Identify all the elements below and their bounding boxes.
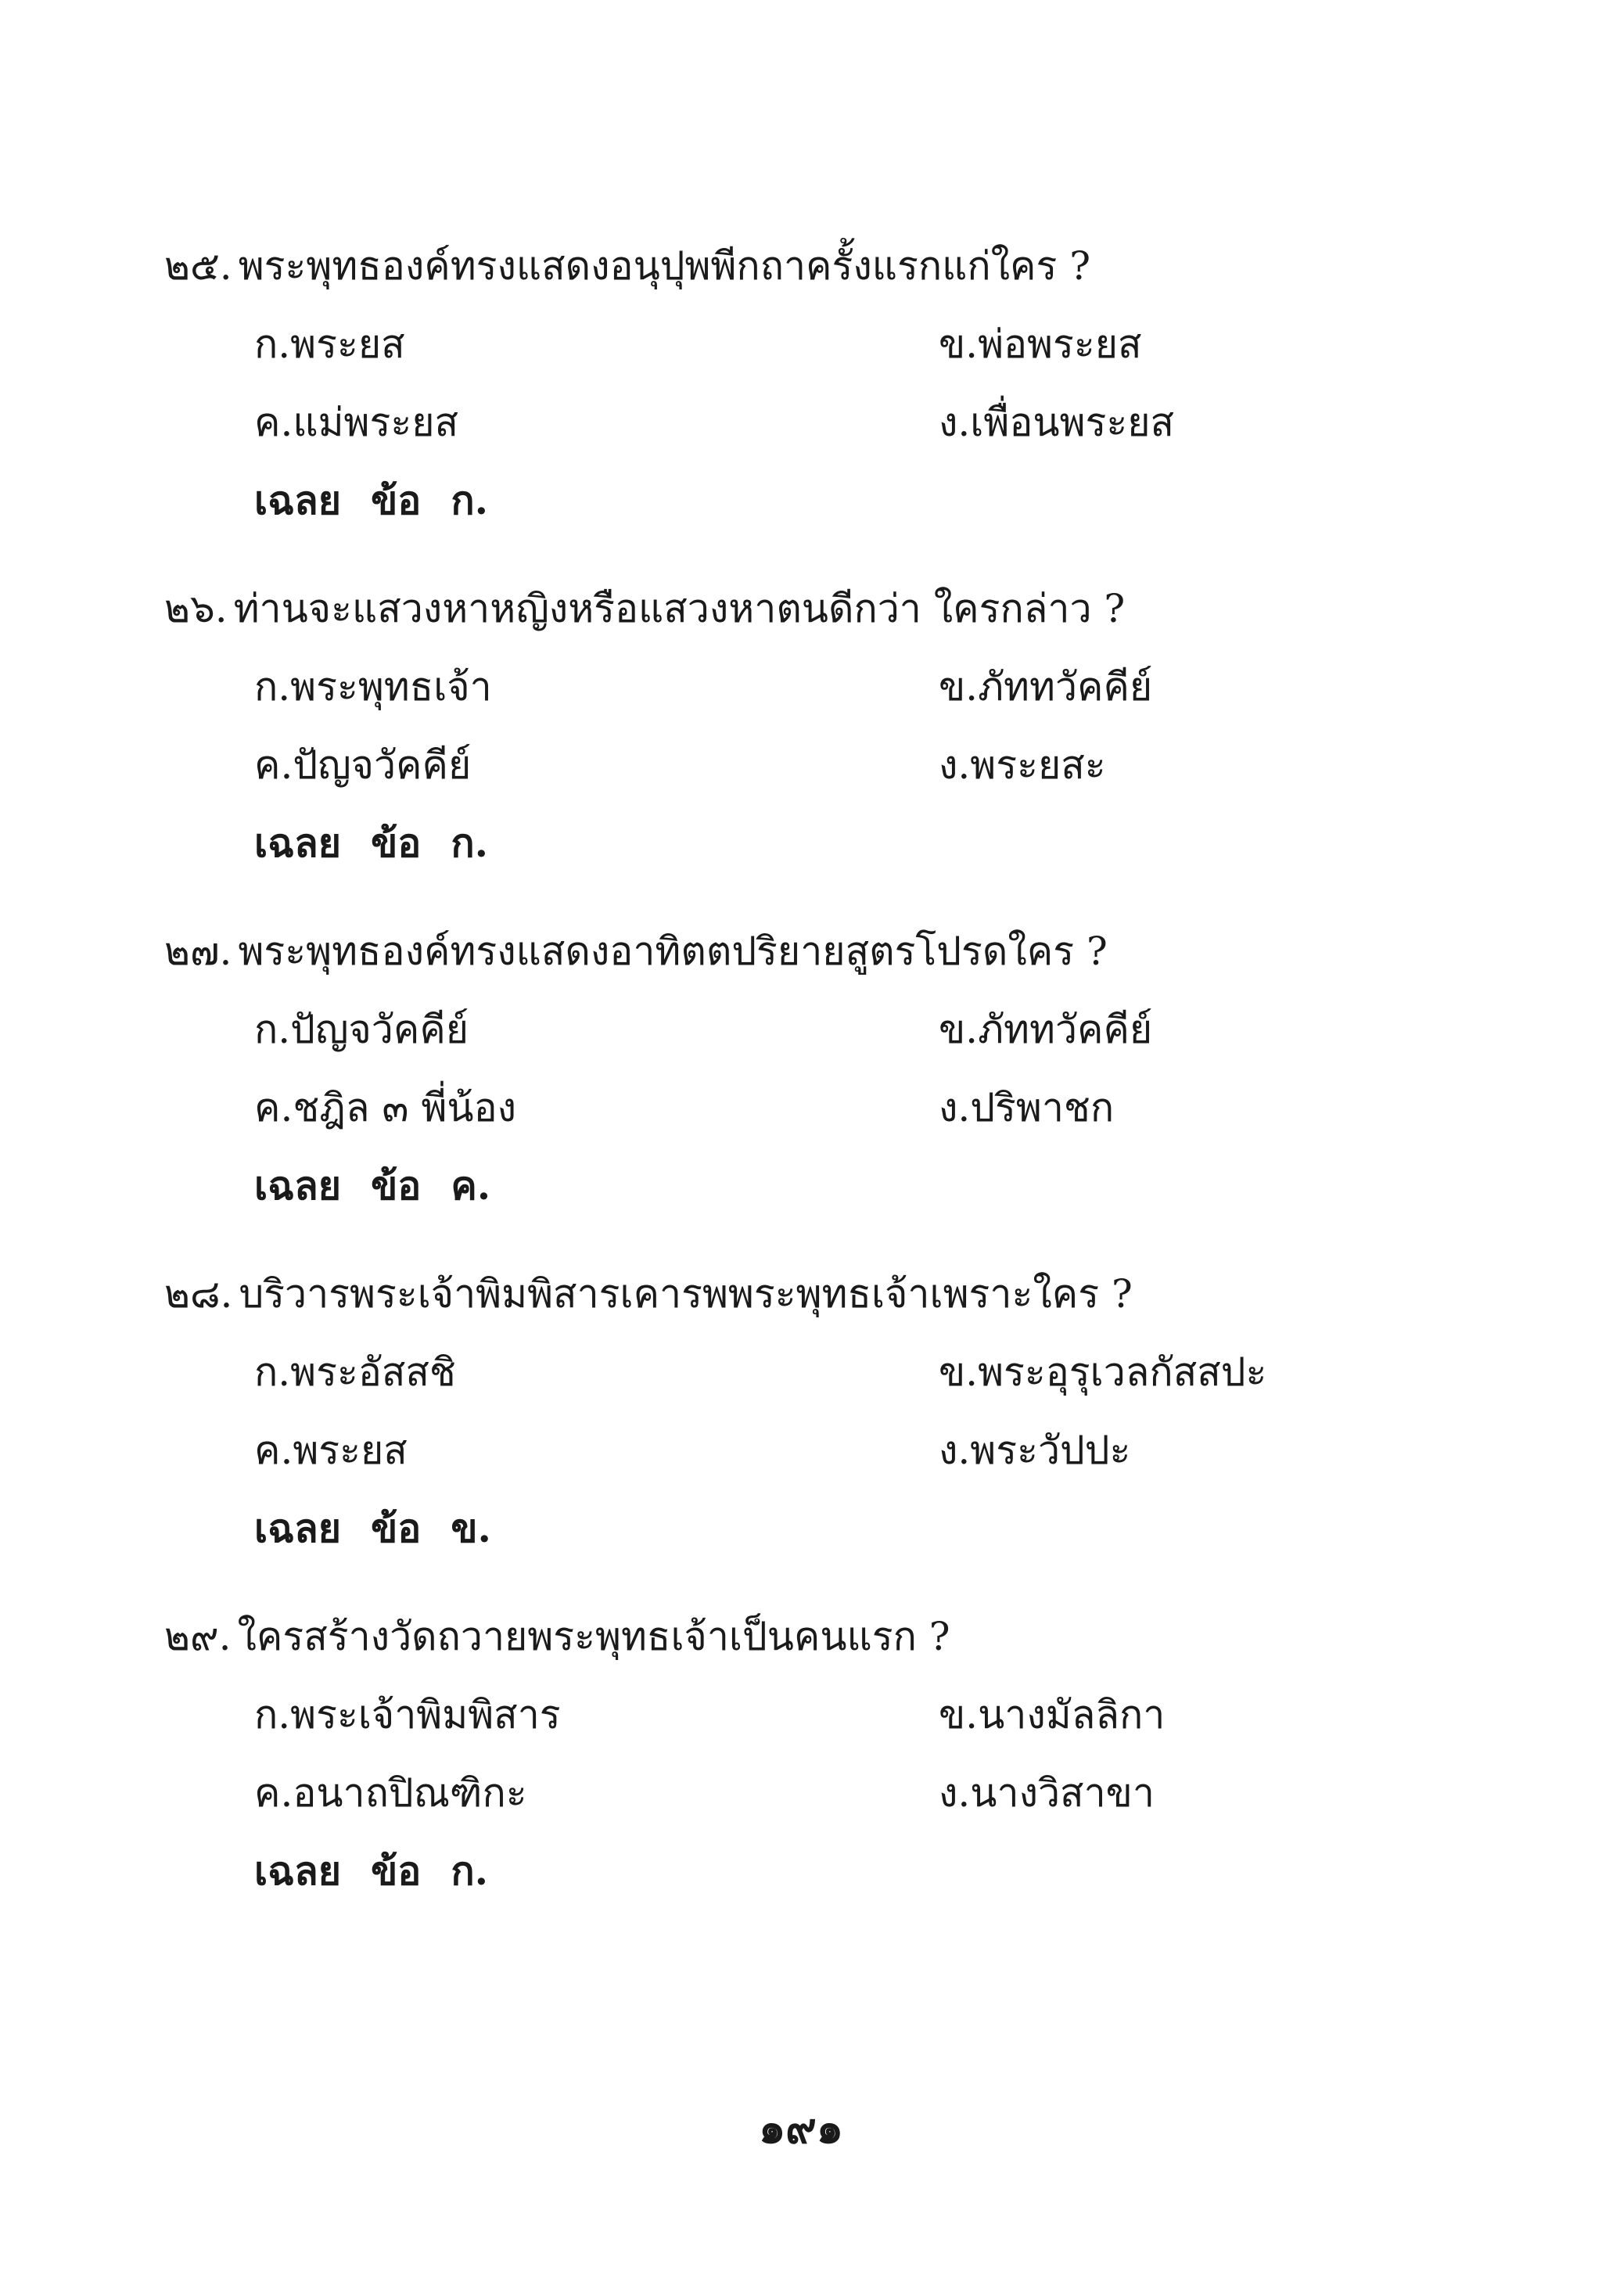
option-b: ข.ภัททวัคคีย์ [939,664,1153,710]
answer-choice: ค. [451,1162,491,1209]
question-stem [164,1270,1133,1317]
page-number: ๑๙๑ [758,2103,844,2153]
answer-label: เฉลย [254,1162,342,1209]
option-a: ก.พระอัสสชิ [254,1349,456,1395]
option-d: ง.เพื่อนพระยส [939,400,1175,445]
option-d: ง.พระยสะ [939,742,1106,788]
question-stem [164,928,1108,975]
answer-word: ข้อ [371,1848,422,1894]
question-text: พระพุทธองค์ทรงแสดงอาทิตตปริยายสูตรโปรดใคร ? [238,929,1108,974]
question-number: ๒๕. [164,243,232,289]
answer-word: ข้อ [371,1162,422,1209]
option-a: ก.พระยส [254,322,405,367]
option-d: ง.พระวัปปะ [939,1428,1131,1473]
question-text: ท่านจะแสวงหาหญิงหรือแสวงหาตนดีกว่า ใครกล่าว ? [233,586,1126,631]
question-stem [164,585,1125,632]
option-c: ค.ปัญจวัคคีย์ [254,742,472,788]
answer-label: เฉลย [254,1505,342,1551]
option-b: ข.นางมัลลิกา [939,1692,1166,1737]
question-number: ๒๘. [164,1271,233,1317]
question-stem [164,1613,950,1660]
answer-key [254,1162,520,1209]
question-number: ๒๗. [164,929,232,974]
answer-choice: ข. [451,1505,491,1551]
option-a: ก.พระพุทธเจ้า [254,664,492,710]
answer-key [254,477,518,524]
option-a: ก.ปัญจวัคคีย์ [254,1007,469,1052]
answer-choice: ก. [451,1848,488,1894]
answer-word: ข้อ [371,1505,422,1551]
answer-label: เฉลย [254,477,342,523]
question-text: ใครสร้างวัดถวายพระพุทธเจ้าเป็นคนแรก ? [237,1614,950,1659]
option-c: ค.ชฎิล ๓ พี่น้อง [254,1085,517,1130]
option-c: ค.แม่พระยส [254,400,459,445]
option-d: ง.นางวิสาขา [939,1770,1155,1816]
answer-key [254,1848,518,1895]
question-text: พระพุทธองค์ทรงแสดงอนุปุพพีกถาครั้งแรกแก่ใคร ? [238,243,1091,289]
answer-choice: ก. [451,477,488,523]
answer-key [254,1505,521,1552]
question-stem [164,243,1090,289]
option-d: ง.ปริพาชก [939,1085,1115,1130]
answer-choice: ก. [451,820,488,866]
answer-label: เฉลย [254,1848,342,1894]
option-c: ค.พระยส [254,1428,408,1473]
answer-word: ข้อ [371,820,422,866]
option-b: ข.พ่อพระยส [939,322,1142,367]
question-number: ๒๙. [164,1614,232,1659]
answer-key [254,820,518,867]
question-text: บริวารพระเจ้าพิมพิสารเคารพพระพุทธเจ้าเพราะใคร ? [239,1271,1133,1317]
option-c: ค.อนาถปิณฑิกะ [254,1770,527,1816]
option-b: ข.พระอุรุเวลกัสสปะ [939,1349,1267,1395]
answer-label: เฉลย [254,820,342,866]
option-a: ก.พระเจ้าพิมพิสาร [254,1692,561,1737]
answer-word: ข้อ [371,477,422,523]
option-b: ข.ภัททวัคคีย์ [939,1007,1153,1052]
question-number: ๒๖. [164,586,228,631]
